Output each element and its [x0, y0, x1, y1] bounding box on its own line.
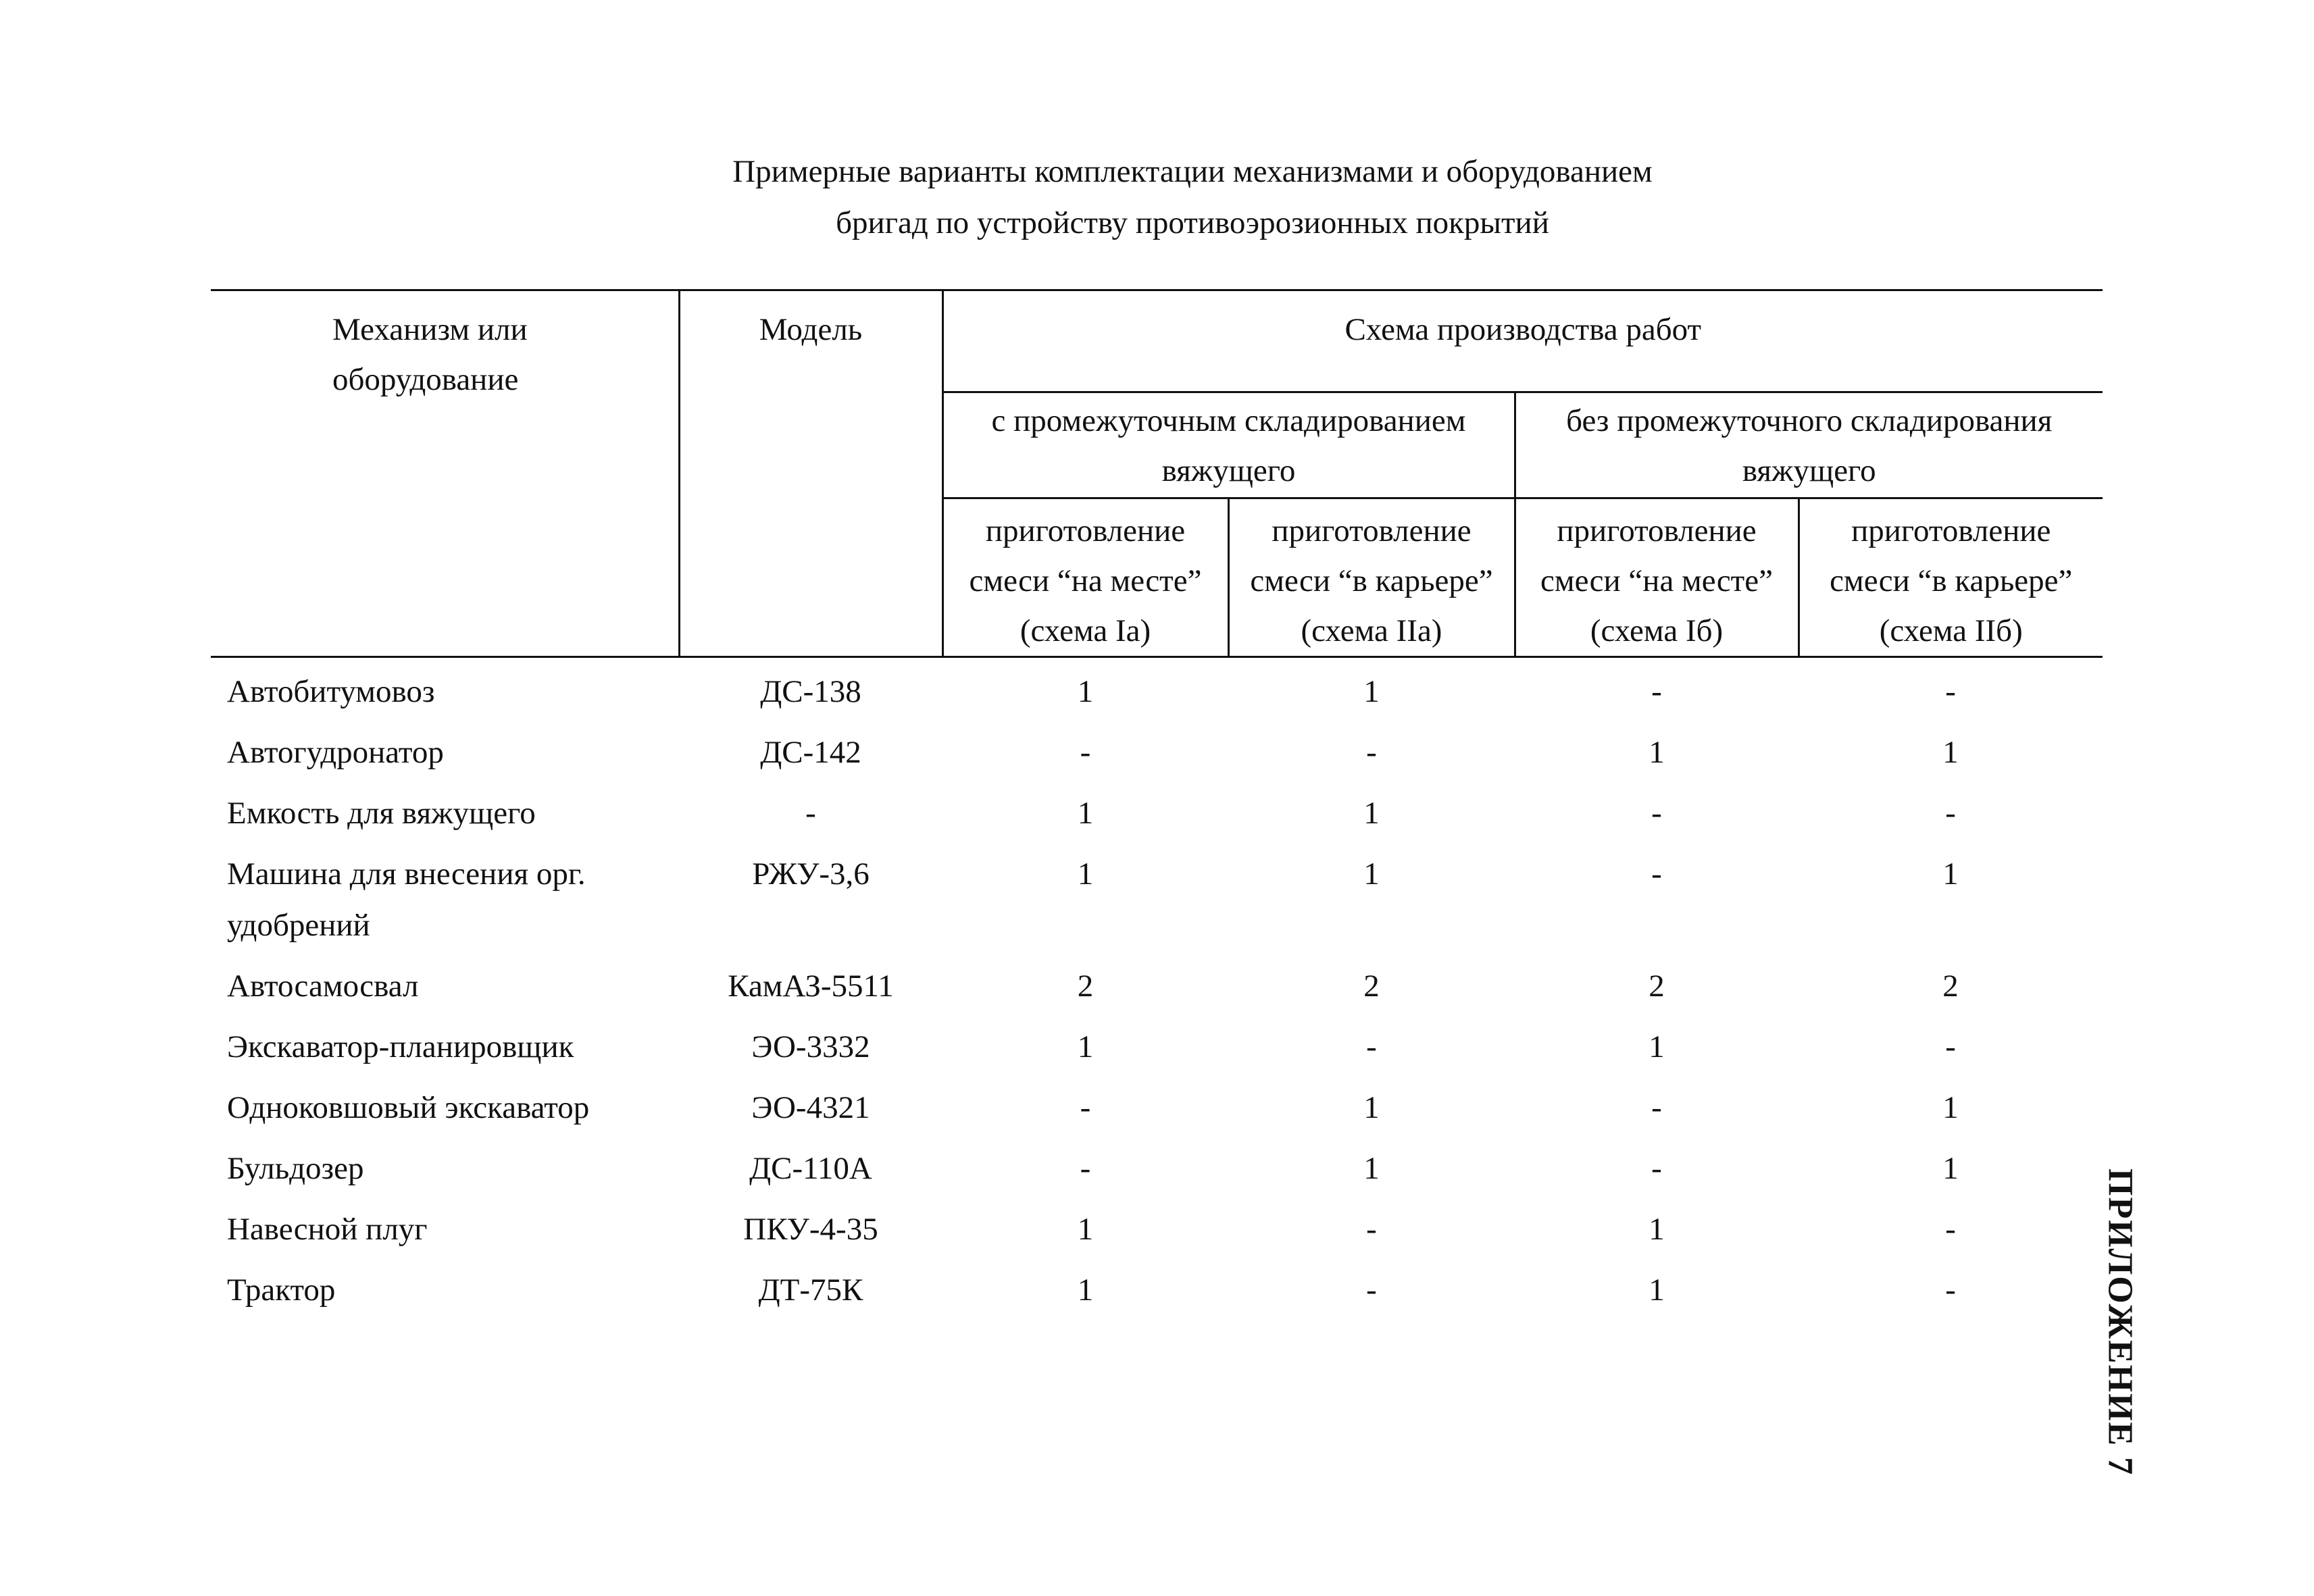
table-row [211, 1198, 2103, 1259]
row-model: ЭО-4321 [751, 1090, 870, 1125]
row-name: Трактор [227, 1272, 336, 1308]
row-value-1a: 1 [1077, 1272, 1094, 1308]
row-value-2a: 1 [1363, 856, 1380, 892]
row-name: Навесной плуг [227, 1212, 428, 1247]
row-name: Автосамосвал [227, 969, 419, 1004]
row-value-2b: 1 [1942, 856, 1959, 892]
row-value-2a: - [1366, 1272, 1377, 1308]
appendix-label: ПРИЛОЖЕНИЕ 7 [2101, 1168, 2140, 1476]
row-value-1b: 1 [1649, 1212, 1665, 1247]
row-value-2a: - [1366, 1212, 1377, 1247]
row-value-2b: - [1945, 1272, 1956, 1308]
table-row [211, 1259, 2103, 1320]
document-title [0, 146, 2314, 249]
row-value-1b: 1 [1649, 735, 1665, 770]
header-model: Модель [679, 290, 942, 657]
row-value-2a: 2 [1363, 969, 1380, 1004]
header-mechanism: Механизм или оборудование [211, 290, 679, 657]
header-scheme-2a: приготовление смеси “в карьере” (схема IIа) [1228, 498, 1515, 657]
row-value-1a: 1 [1077, 1029, 1094, 1064]
row-value-1a: 1 [1077, 856, 1094, 892]
header-group-without-storage: без промежуточного складирования вяжущего [1515, 392, 2103, 498]
row-value-2a: - [1366, 735, 1377, 770]
row-model: КамАЗ-5511 [728, 969, 894, 1004]
row-value-1a: - [1080, 1151, 1091, 1186]
row-value-2a: - [1366, 1029, 1377, 1064]
table-row [211, 843, 2103, 955]
row-name: Автобитумовоз [227, 674, 435, 709]
row-model: РЖУ-3,6 [752, 856, 870, 892]
table-row [211, 1016, 2103, 1077]
header-group-with-storage: с промежуточным складированием вяжущего [942, 392, 1515, 498]
table-header [211, 290, 2103, 657]
row-value-2b: - [1945, 1029, 1956, 1064]
title-line-1: Примерные варианты комплектации механизмами и оборудованием [732, 154, 1653, 189]
row-value-2a: 1 [1363, 1151, 1380, 1186]
row-value-2a: 1 [1363, 796, 1380, 831]
row-value-1b: - [1651, 674, 1662, 709]
row-model: ДС-110А [749, 1151, 872, 1186]
row-value-2a: 1 [1363, 1090, 1380, 1125]
row-value-1a: - [1080, 1090, 1091, 1125]
row-model: ДТ-75К [758, 1272, 863, 1308]
row-model: ПКУ-4-35 [743, 1212, 878, 1247]
table-row [211, 721, 2103, 782]
row-value-1b: 1 [1649, 1272, 1665, 1308]
table-body [211, 657, 2103, 1320]
table-row [211, 1077, 2103, 1137]
row-value-2b: 1 [1942, 1090, 1959, 1125]
row-name: Бульдозер [227, 1151, 364, 1186]
row-value-1a: 1 [1077, 796, 1094, 831]
header-scheme-1b: приготовление смеси “на месте” (схема Iб) [1515, 498, 1799, 657]
table-row [211, 1137, 2103, 1198]
header-scheme-2b: приготовление смеси “в карьере” (схема IIб) [1799, 498, 2103, 657]
row-value-2b: - [1945, 1212, 1956, 1247]
row-value-1b: 2 [1649, 969, 1665, 1004]
row-value-1b: - [1651, 856, 1662, 892]
table-row [211, 782, 2103, 843]
row-value-1b: - [1651, 1090, 1662, 1125]
row-value-2b: - [1945, 674, 1956, 709]
row-name: Автогудронатор [227, 735, 444, 770]
title-line-2: бригад по устройству противоэрозионных покрытий [836, 205, 1549, 240]
row-value-2b: - [1945, 796, 1956, 831]
row-value-1a: 1 [1077, 674, 1094, 709]
row-value-1b: 1 [1649, 1029, 1665, 1064]
row-model: - [805, 796, 816, 831]
row-model: ДС-138 [760, 674, 861, 709]
row-value-2b: 1 [1942, 735, 1959, 770]
row-name: Емкость для вяжущего [227, 796, 536, 831]
table-row [211, 657, 2103, 722]
row-value-2a: 1 [1363, 674, 1380, 709]
row-value-1b: - [1651, 796, 1662, 831]
row-value-2b: 1 [1942, 1151, 1959, 1186]
row-model: ДС-142 [760, 735, 861, 770]
row-name: Экскаватор-планировщик [227, 1029, 574, 1064]
header-scheme: Схема производства работ [942, 290, 2103, 392]
row-name: Машина для внесения орг. удобрений [227, 856, 586, 943]
equipment-table [211, 289, 2103, 1320]
row-value-1b: - [1651, 1151, 1662, 1186]
table-row [211, 955, 2103, 1016]
row-value-1a: - [1080, 735, 1091, 770]
header-scheme-1a: приготовление смеси “на месте” (схема Ia) [942, 498, 1228, 657]
row-model: ЭО-3332 [751, 1029, 870, 1064]
row-value-2b: 2 [1942, 969, 1959, 1004]
row-value-1a: 2 [1077, 969, 1094, 1004]
row-value-1a: 1 [1077, 1212, 1094, 1247]
row-name: Одноковшовый экскаватор [227, 1090, 590, 1125]
